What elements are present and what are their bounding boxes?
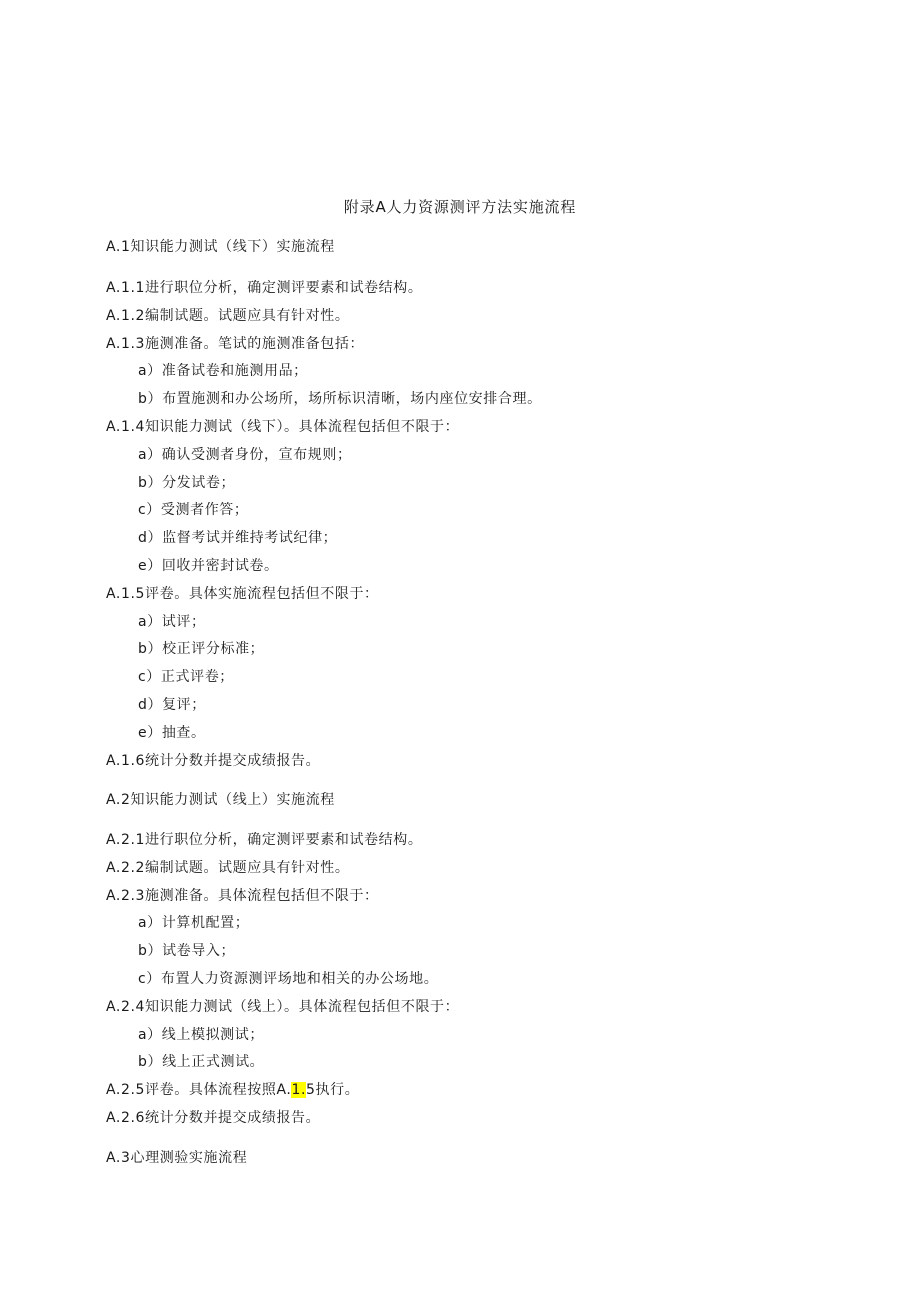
list-item: b）线上正式测试。 [138, 1054, 265, 1070]
appendix-title: 附录A人力资源测评方法实施流程 [343, 198, 577, 216]
list-item: c）受测者作答； [138, 502, 249, 518]
list-item: c）布置人力资源测评场地和相关的办公场地。 [138, 971, 439, 987]
clause-a1-6: A.1.6统计分数并提交成绩报告。 [106, 753, 321, 769]
clause-a1-5: A.1.5评卷。具体实施流程包括但不限于： [106, 586, 379, 602]
clause-a2-3: A.2.3施测准备。具体流程包括但不限于： [106, 888, 379, 904]
list-item: e）回收并密封试卷。 [138, 558, 279, 574]
clause-a2-4: A.2.4知识能力测试（线上）。具体流程包括但不限于： [106, 999, 460, 1015]
list-item: b）校正评分标准； [138, 641, 265, 657]
list-item: d）监督考试并维持考试纪律； [138, 530, 338, 546]
section-heading-a1: A.1知识能力测试（线下）实施流程 [106, 239, 335, 255]
list-item: c）正式评卷； [138, 669, 234, 685]
list-item: b）分发试卷； [138, 475, 236, 491]
clause-a2-5 [106, 1081, 359, 1099]
list-item: e）抽查。 [138, 725, 206, 741]
clause-a2-5-text-end: 5执行。 [306, 1082, 360, 1098]
clause-a1-3: A.1.3施测准备。笔试的施测准备包括： [106, 336, 365, 352]
list-item: a）准备试卷和施测用品； [138, 363, 308, 379]
clause-a2-1: A.2.1进行职位分析，确定测评要素和试卷结构。 [106, 832, 423, 848]
list-item: a）线上模拟测试； [138, 1027, 264, 1043]
clause-a1-1: A.1.1进行职位分析，确定测评要素和试卷结构。 [106, 280, 423, 296]
clause-a1-2: A.1.2编制试题。试题应具有针对性。 [106, 308, 350, 324]
section-heading-a3: A.3心理测验实施流程 [106, 1150, 248, 1166]
clause-a2-5-text: A.2.5评卷。具体流程按照A. [106, 1082, 292, 1098]
list-item: a）计算机配置； [138, 915, 250, 931]
list-item: b）布置施测和办公场所，场所标识清晰，场内座位安排合理。 [138, 391, 542, 407]
clause-a1-4: A.1.4知识能力测试（线下）。具体流程包括但不限于： [106, 419, 460, 435]
list-item: a）确认受测者身份，宣布规则； [138, 447, 352, 463]
clause-a2-2: A.2.2编制试题。试题应具有针对性。 [106, 860, 350, 876]
highlighted-text: 1. [291, 1082, 306, 1098]
list-item: d）复评； [138, 697, 206, 713]
list-item: a）试评； [138, 614, 206, 630]
clause-a2-6: A.2.6统计分数并提交成绩报告。 [106, 1110, 321, 1126]
list-item: b）试卷导入； [138, 943, 236, 959]
section-heading-a2: A.2知识能力测试（线上）实施流程 [106, 792, 335, 808]
